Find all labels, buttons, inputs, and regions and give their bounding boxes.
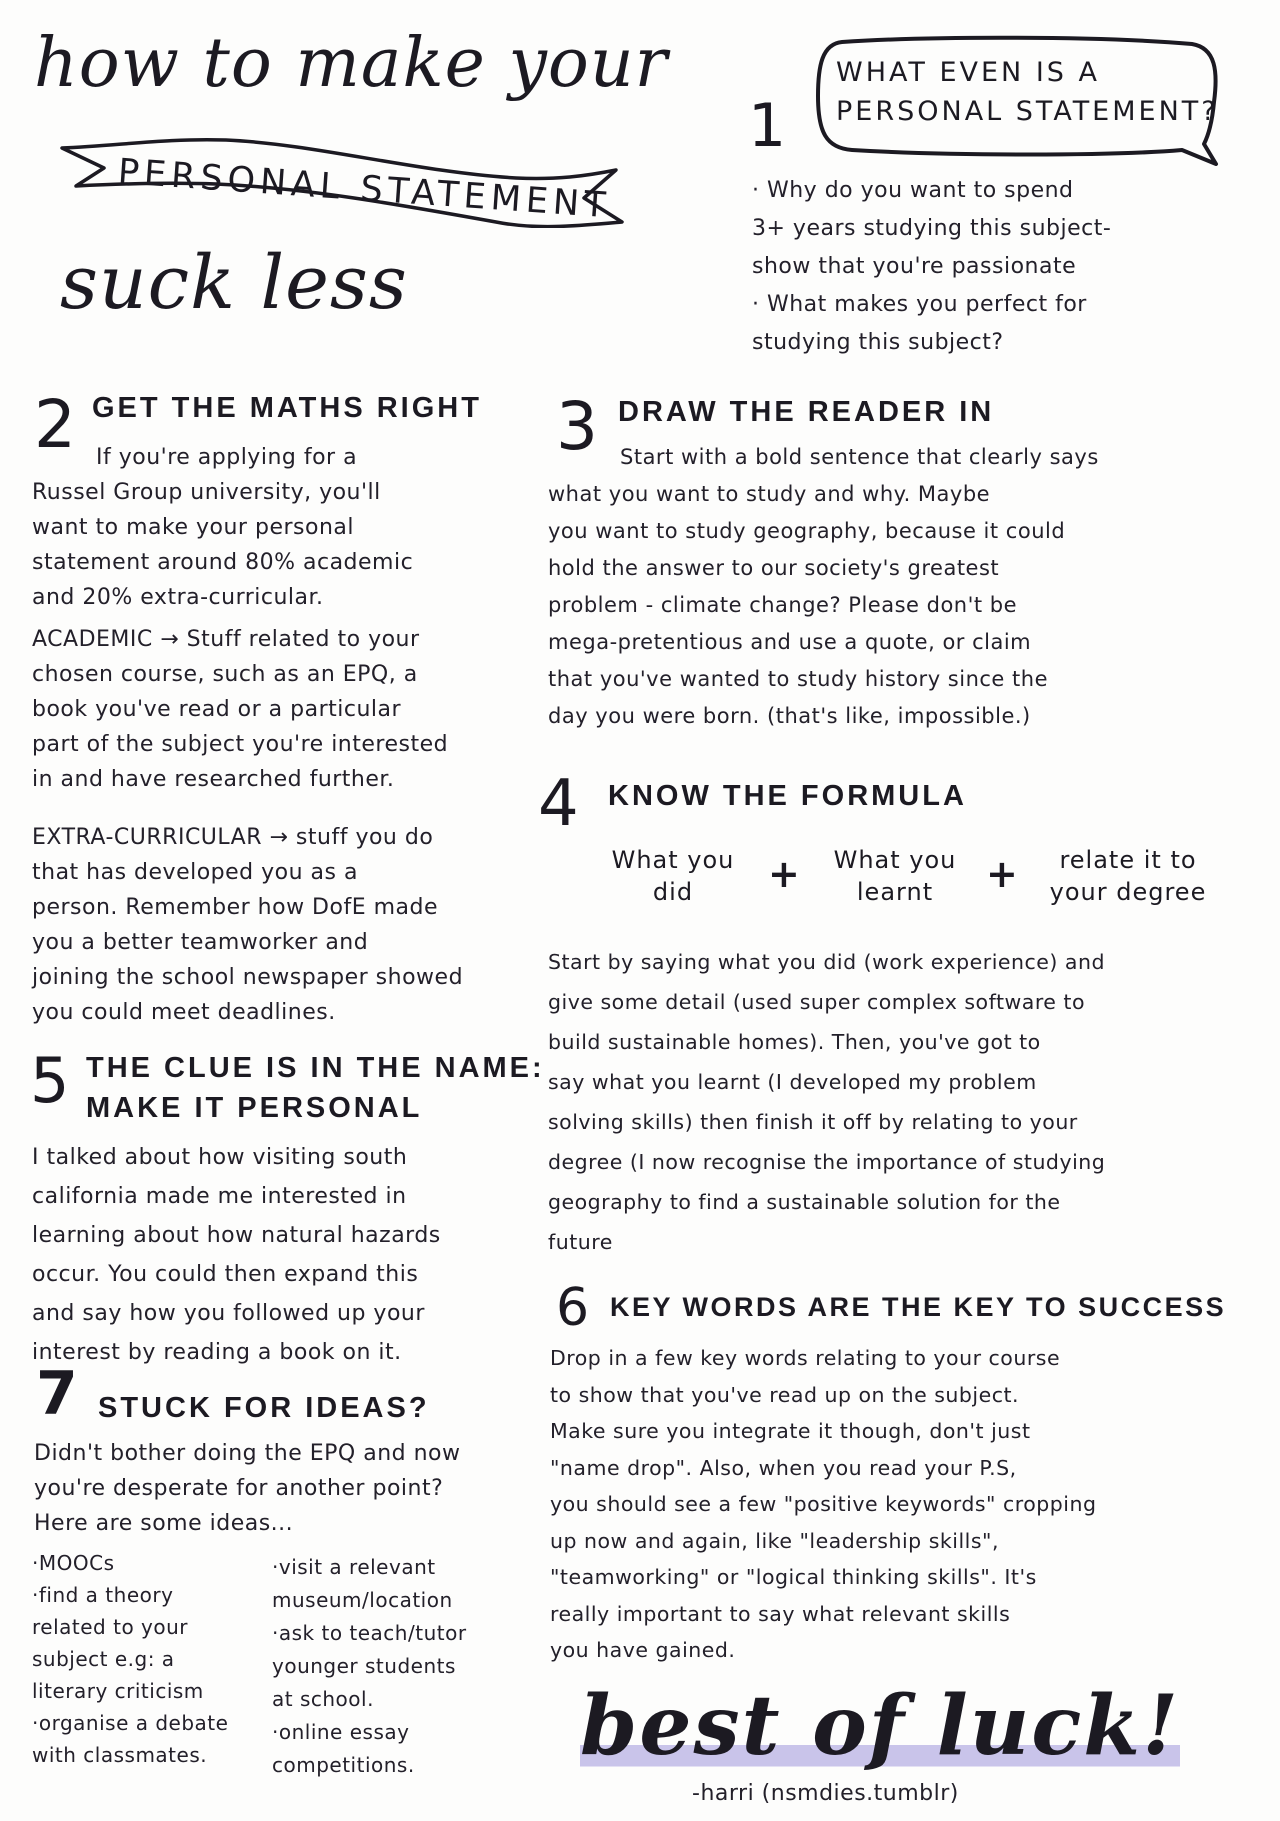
section-2-first-line: If you're applying for a <box>96 445 358 470</box>
formula-term-did <box>588 844 758 908</box>
section-7-heading: STUCK FOR IDEAS? <box>98 1392 430 1424</box>
formula-term-line: learnt <box>856 878 934 906</box>
text-line: Russel Group university, you'll <box>32 480 381 505</box>
title-banner-text: PERSONAL STATEMENT <box>116 152 612 227</box>
text-line: future <box>548 1230 613 1254</box>
section-4-heading: KNOW THE FORMULA <box>608 780 967 812</box>
list-item: competitions. <box>272 1753 415 1777</box>
text-line: you have gained. <box>550 1638 736 1662</box>
text-line: interest by reading a book on it. <box>32 1340 402 1365</box>
section-5-body <box>32 1138 542 1372</box>
text-line: that has developed you as a <box>32 860 358 885</box>
text-line: "teamworking" or "logical thinking skills". It's <box>550 1565 1037 1589</box>
list-item: ·visit a relevant <box>272 1555 436 1579</box>
formula-term-line: What you <box>833 846 957 874</box>
section-1-number: 1 <box>748 91 787 161</box>
list-item: ·organise a debate <box>32 1711 229 1735</box>
text-line: geography to find a sustainable solution for the <box>548 1190 1061 1214</box>
text-line: what you want to study and why. Maybe <box>548 482 991 506</box>
text-line: Make sure you integrate it though, don't just <box>550 1419 1031 1443</box>
section-2-heading: GET THE MATHS RIGHT <box>92 392 482 424</box>
text-line: solving skills) then finish it off by relating to your <box>548 1110 1078 1134</box>
section-3-number: 3 <box>556 388 598 465</box>
section-4-body <box>548 942 1260 1262</box>
text-line: really important to say what relevant skills <box>550 1601 1011 1626</box>
ideas-list-right <box>272 1552 532 1783</box>
formula-term-degree <box>1028 844 1228 908</box>
section-3-body <box>548 476 1260 735</box>
list-item: ·online essay <box>272 1720 410 1744</box>
formula-plus: + <box>768 852 800 896</box>
ideas-list-left <box>32 1548 267 1772</box>
formula-term-line: your degree <box>1049 878 1207 906</box>
text-line: you want to study geography, because it could <box>548 519 1066 543</box>
text-line: person. Remember how DofE made <box>32 895 439 920</box>
section-2-paragraph-3 <box>32 820 532 1030</box>
title-line-3: suck less <box>60 240 408 326</box>
text-line: build sustainable homes). Then, you've got to <box>548 1030 1041 1054</box>
bubble-line-1: WHAT EVEN IS A <box>836 57 1100 88</box>
list-item: at school. <box>272 1687 374 1711</box>
text-line: Didn't bother doing the EPQ and now <box>34 1441 461 1466</box>
text-line: "name drop". Also, when you read your P.S, <box>550 1455 1017 1480</box>
section-5-number: 5 <box>30 1044 70 1117</box>
list-item: with classmates. <box>32 1743 208 1767</box>
section-6-body <box>550 1340 1262 1669</box>
list-item: ·find a theory <box>32 1583 174 1607</box>
section-7-number: 7 <box>36 1359 78 1429</box>
text-line: occur. You could then expand this <box>32 1262 419 1287</box>
text-line: ACADEMIC → Stuff related to your <box>32 627 420 652</box>
section-3-first-line: Start with a bold sentence that clearly says <box>620 445 1099 469</box>
section-6-heading: KEY WORDS ARE THE KEY TO SUCCESS <box>610 1292 1227 1322</box>
list-item: museum/location <box>272 1588 453 1612</box>
best-of-luck-text: best of luck! <box>580 1678 1181 1774</box>
text-line: and say how you followed up your <box>32 1301 425 1326</box>
text-line: you could meet deadlines. <box>32 1000 336 1025</box>
list-item: related to your <box>32 1615 189 1639</box>
text-line: give some detail (used super complex software to <box>548 990 1086 1014</box>
section-3-heading: DRAW THE READER IN <box>618 396 995 428</box>
text-line: degree (I now recognise the importance of studying <box>548 1150 1106 1174</box>
text-line: day you were born. (that's like, impossible.) <box>548 704 1031 728</box>
section-4-number: 4 <box>538 767 579 841</box>
text-line: joining the school newspaper showed <box>32 965 464 990</box>
section-7-body <box>34 1436 544 1541</box>
list-item: younger students <box>272 1654 456 1678</box>
text-line: in and have researched further. <box>32 767 395 792</box>
formula-term-line: did <box>652 878 694 906</box>
text-line: say what you learnt (I developed my problem <box>548 1070 1037 1094</box>
text-line: Here are some ideas... <box>34 1511 294 1536</box>
text-line: you should see a few "positive keywords" cropping <box>550 1492 1097 1516</box>
text-line: you're desperate for another point? <box>34 1476 444 1501</box>
formula-term-learnt <box>810 844 980 908</box>
section-5-heading-line-1: THE CLUE IS IN THE NAME: <box>86 1052 545 1084</box>
text-line: up now and again, like "leadership skills", <box>550 1528 999 1553</box>
section-2-paragraph-2 <box>32 622 532 797</box>
text-line: EXTRA-CURRICULAR → stuff you do <box>32 825 434 850</box>
bubble-line-2: PERSONAL STATEMENT? <box>836 96 1219 127</box>
section-1-body <box>752 172 1252 362</box>
text-line: I talked about how visiting south <box>32 1145 408 1170</box>
text-line: that you've wanted to study history since the <box>548 667 1048 691</box>
text-line: Drop in a few key words relating to your course <box>550 1346 1061 1370</box>
formula-plus: + <box>986 852 1018 896</box>
title-line-1: how to make your <box>34 24 669 103</box>
formula-term-line: What you <box>611 846 735 874</box>
signature: -harri (nsmdies.tumblr) <box>692 1781 959 1806</box>
text-line: california made me interested in <box>32 1184 407 1209</box>
list-item: ·ask to teach/tutor <box>272 1621 467 1645</box>
text-line: · What makes you perfect for <box>752 292 1087 317</box>
text-line: problem - climate change? Please don't be <box>548 593 1018 617</box>
formula-term-line: relate it to <box>1059 846 1197 874</box>
text-line: 3+ years studying this subject- <box>752 216 1112 241</box>
text-line: learning about how natural hazards <box>32 1223 441 1248</box>
best-of-luck <box>580 1678 1180 1774</box>
text-line: chosen course, such as an EPQ, a <box>32 662 418 687</box>
text-line: part of the subject you're interested <box>32 732 449 757</box>
section-6-number: 6 <box>556 1278 590 1338</box>
text-line: and 20% extra-curricular. <box>32 585 324 610</box>
list-item: literary criticism <box>32 1679 204 1703</box>
text-line: show that you're passionate <box>752 254 1077 279</box>
text-line: book you've read or a particular <box>32 697 402 722</box>
text-line: Start by saying what you did (work experience) and <box>548 950 1105 974</box>
section-2-number: 2 <box>34 386 76 463</box>
list-item: subject e.g: a <box>32 1647 175 1671</box>
text-line: to show that you've read up on the subject. <box>550 1382 1020 1407</box>
text-line: · Why do you want to spend <box>752 178 1074 203</box>
text-line: studying this subject? <box>752 330 1004 355</box>
text-line: statement around 80% academic <box>32 550 414 575</box>
section-2-paragraph-1 <box>32 475 532 615</box>
text-line: you a better teamworker and <box>32 930 369 955</box>
section-5-heading-line-2: MAKE IT PERSONAL <box>86 1092 423 1124</box>
list-item: ·MOOCs <box>32 1551 115 1575</box>
text-line: hold the answer to our society's greatest <box>548 556 1000 580</box>
text-line: want to make your personal <box>32 515 354 540</box>
text-line: mega-pretentious and use a quote, or claim <box>548 630 1032 654</box>
